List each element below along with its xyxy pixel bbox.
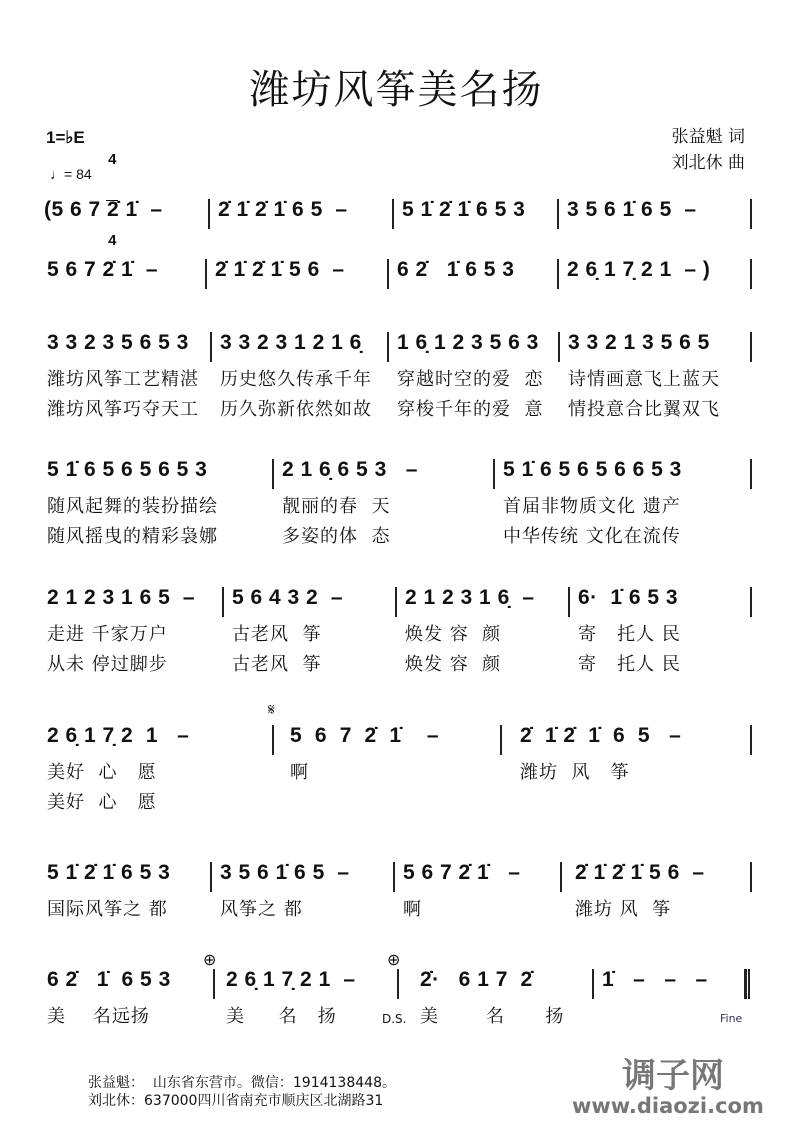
barline <box>750 332 752 362</box>
measure-notes: (5 6 7 2̇ 1̇ – <box>44 198 163 221</box>
barline <box>393 862 395 892</box>
lyric-text: 靓丽的春 天 <box>282 496 391 517</box>
lyric-text: 潍坊风筝巧夺天工 <box>47 399 199 420</box>
barline <box>272 725 274 755</box>
measure-notes: 6 2̇ 1̇ 6 5 3 <box>397 258 515 281</box>
measure-notes: 2 1 2 3 1 6̣ – <box>405 586 535 609</box>
measure-notes: 3 3 2 1 3 5 6 5 <box>568 331 710 354</box>
lyric-text: 寄 托人 民 <box>578 654 681 675</box>
measure-notes: 6· 1̇ 6 5 3 <box>578 586 679 609</box>
lyric-text: 穿梭千年的爱 意 <box>397 399 544 420</box>
lyric-text: 走进 千家万户 <box>47 624 168 645</box>
lyric-text: 情投意合比翼双飞 <box>568 399 720 420</box>
lyric-text: 多姿的体 态 <box>282 526 391 547</box>
da-segno-mark: D.S. <box>382 1012 407 1026</box>
barline <box>222 587 224 617</box>
lyric-text: 国际风筝之 都 <box>47 899 168 920</box>
barline <box>592 969 594 999</box>
barline <box>750 459 752 489</box>
barline <box>205 259 207 289</box>
lyric-text: 啊 <box>290 762 309 783</box>
lyric-text: 寄 托人 民 <box>578 624 681 645</box>
measure-notes: 1̇ – – – <box>602 968 708 991</box>
measure-notes: 6 2̇ 1̇ 6 5 3 <box>47 968 171 991</box>
footer-lyricist-contact: 张益魁： 山东省东营市。微信：1914138448。 <box>88 1075 396 1091</box>
measure-notes: 5 1̇ 2̇ 1̇ 6 5 3 <box>402 198 526 221</box>
lyric-text: 随风起舞的装扮描绘 <box>47 496 218 517</box>
barline <box>397 969 399 999</box>
barline <box>750 259 752 289</box>
lyric-text: 古老风 筝 <box>232 624 322 645</box>
measure-notes: 2 6̣ 1 7̣ 2 1 – <box>226 968 356 991</box>
lyric-text: 穿越时空的爱 恋 <box>397 369 544 390</box>
song-title: 潍坊风筝美名扬 <box>249 67 544 113</box>
lyric-text: 首届非物质文化 遗产 <box>503 496 681 517</box>
measure-notes: 2̇· 6 1 7 2̇ <box>420 968 533 991</box>
watermark-logo: 调子网 <box>622 1056 724 1096</box>
key-signature: 1=♭E <box>46 128 85 147</box>
lyric-text: 中华传统 文化在流传 <box>503 526 681 547</box>
segno-sign: 𝄋 <box>268 700 275 719</box>
measure-notes: 3 5 6 1̇ 6 5 – <box>220 861 350 884</box>
lyric-text: 美 名 扬 <box>226 1006 337 1027</box>
lyric-text: 焕发 容 颜 <box>405 624 502 645</box>
barline <box>208 199 210 229</box>
lyric-text: 风筝之 都 <box>220 899 303 920</box>
measure-notes: 2 1 2 3 1 6 5 – <box>47 586 196 609</box>
measure-notes: 3 3 2 3 1 2 1 6̣ <box>220 331 362 354</box>
measure-notes: 2̇ 1̇ 2̇ 1̇ 6 5 – <box>520 724 682 747</box>
barline <box>387 259 389 289</box>
lyric-text: 从未 停过脚步 <box>47 654 168 675</box>
measure-notes: 2 1 6̣ 6 5 3 – <box>282 458 418 481</box>
fine-mark: Fine <box>720 1012 743 1025</box>
lyric-text: 美 名 扬 <box>420 1006 565 1027</box>
barline <box>387 332 389 362</box>
lyric-text: 诗情画意飞上蓝天 <box>568 369 720 390</box>
lyric-text: 美好 心 愿 <box>47 792 157 813</box>
measure-notes: 5 6 7 2̇ 1̇ – <box>403 861 521 884</box>
measure-notes: 2̇ 1̇ 2̇ 1̇ 5 6 – <box>575 861 705 884</box>
barline <box>500 725 502 755</box>
barline <box>210 332 212 362</box>
barline <box>750 862 752 892</box>
lyric-text: 历史悠久传承千年 <box>220 369 372 390</box>
lyric-text: 随风摇曳的精彩袅娜 <box>47 526 218 547</box>
lyric-text: 古老风 筝 <box>232 654 322 675</box>
lyric-text: 潍坊 风 筝 <box>520 762 630 783</box>
barline <box>210 862 212 892</box>
measure-notes: 1 6̣ 1 2 3 5 6 3 <box>397 331 539 354</box>
watermark-url: www.diaozi.com <box>572 1094 764 1118</box>
time-signature-top: 4 <box>108 151 117 168</box>
composer-credit: 刘北休 曲 <box>671 153 745 173</box>
time-signature-bottom: 4 <box>108 232 117 249</box>
measure-notes: 5 6 4 3 2 – <box>232 586 344 609</box>
coda-sign: ⊕ <box>203 950 217 969</box>
lyric-text: 焕发 容 颜 <box>405 654 502 675</box>
final-barline <box>744 969 747 999</box>
measure-notes: 2̇ 1̇ 2̇ 1̇ 5 6 – <box>215 258 345 281</box>
barline <box>560 862 562 892</box>
coda-sign-2: ⊕ <box>387 950 401 969</box>
barline <box>558 332 560 362</box>
lyric-text: 啊 <box>403 899 422 920</box>
barline <box>213 969 215 999</box>
barline <box>272 459 274 489</box>
barline <box>557 259 559 289</box>
tempo-marking: ♩= 84 <box>50 166 92 182</box>
barline <box>750 587 752 617</box>
measure-notes: 2 6̣ 1 7̣ 2 1 – <box>47 724 190 747</box>
measure-notes: 5 6 7 2̇ 1̇ – <box>290 724 440 747</box>
measure-notes: 5 1̇ 2̇ 1̇ 6 5 3 <box>47 861 171 884</box>
barline <box>395 587 397 617</box>
measure-notes: 2 6̣ 1 7̣ 2 1 – ) <box>567 258 711 281</box>
barline <box>392 199 394 229</box>
lyric-text: 历久弥新依然如故 <box>220 399 372 420</box>
barline <box>750 199 752 229</box>
lyric-text: 美好 心 愿 <box>47 762 157 783</box>
lyricist-credit: 张益魁 词 <box>671 127 745 147</box>
barline <box>750 725 752 755</box>
footer-composer-contact: 刘北休：637000四川省南充市顺庆区北湖路31 <box>88 1093 384 1109</box>
measure-notes: 5 1̇ 6 5 6 5 6 5 3 <box>47 458 208 481</box>
barline <box>568 587 570 617</box>
lyric-text: 美 名远扬 <box>47 1006 150 1027</box>
measure-notes: 5 6 7 2̇ 1̇ – <box>47 258 159 281</box>
measure-notes: 3 5 6 1̇ 6 5 – <box>567 198 697 221</box>
barline <box>748 969 750 999</box>
barline <box>557 199 559 229</box>
barline <box>493 459 495 489</box>
lyric-text: 潍坊 风 筝 <box>575 899 672 920</box>
measure-notes: 5 1̇ 6 5 6 5 6 6 5 3 <box>503 458 682 481</box>
lyric-text: 潍坊风筝工艺精湛 <box>47 369 199 390</box>
measure-notes: 2̇ 1̇ 2̇ 1̇ 6 5 – <box>218 198 348 221</box>
measure-notes: 3 3 2 3 5 6 5 3 <box>47 331 189 354</box>
